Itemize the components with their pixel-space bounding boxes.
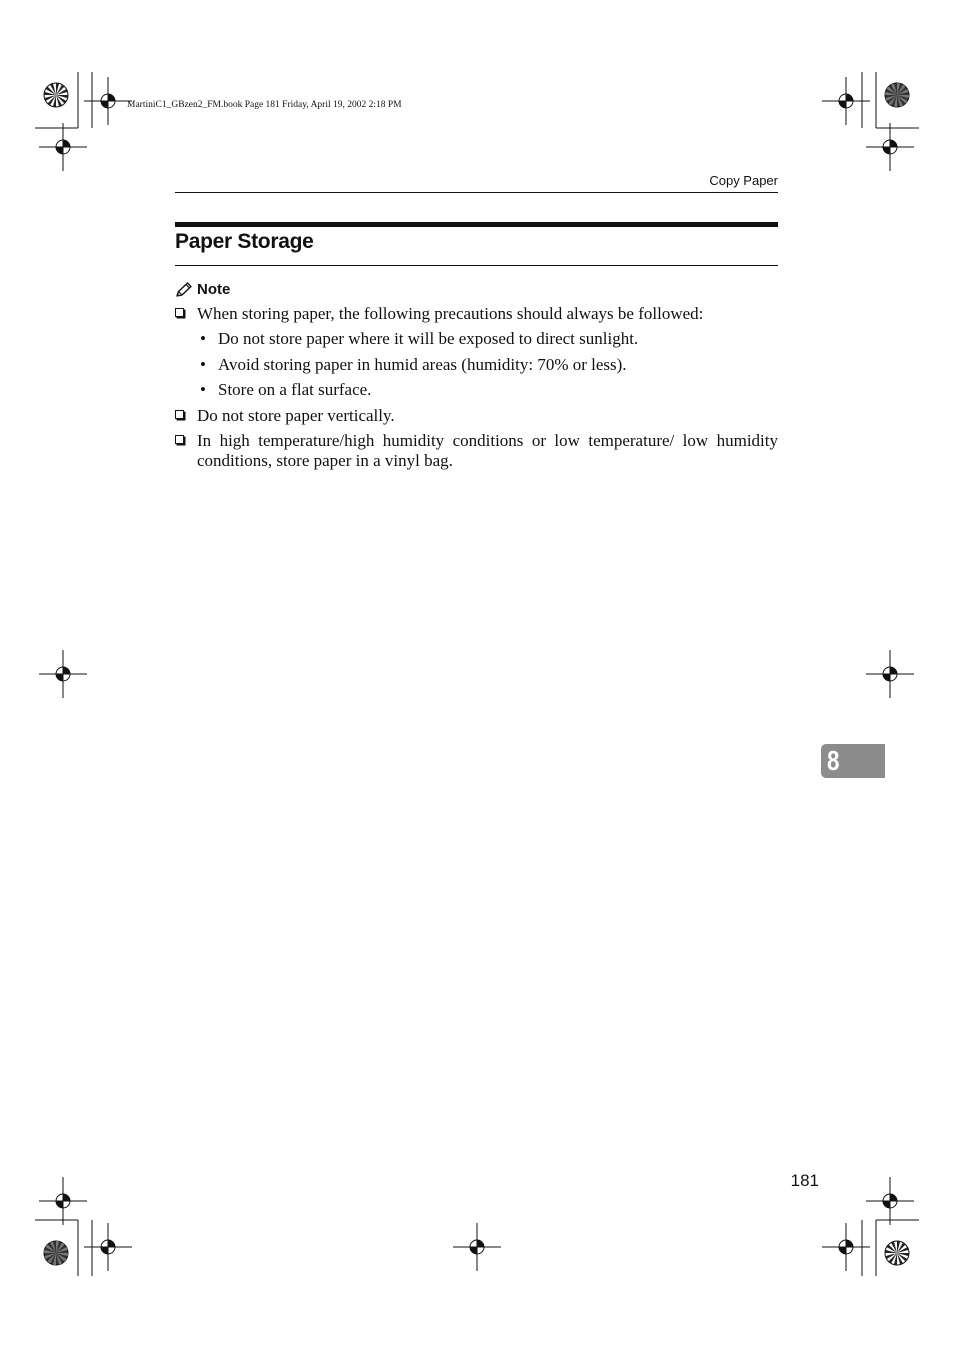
running-header: Copy Paper	[709, 173, 778, 188]
bullet-dot-icon: •	[200, 380, 206, 399]
registration-mark-icon	[822, 77, 870, 125]
bullet-dot-icon: •	[200, 329, 206, 348]
color-target-icon	[885, 1241, 909, 1265]
note-label: Note	[197, 281, 231, 298]
color-target-icon	[44, 83, 68, 107]
registration-mark-icon	[39, 123, 87, 171]
checkbox-bullet-icon	[175, 308, 184, 317]
note-item: In high temperature/high humidity conditions or low temperature/ low humidity conditions, store paper in a vinyl bag.	[175, 431, 778, 471]
section-title: Paper Storage	[175, 230, 314, 253]
header-rule	[175, 192, 778, 193]
color-target-icon	[885, 83, 909, 107]
registration-mark-icon	[866, 650, 914, 698]
bullet-item: • Do not store paper where it will be exposed to direct sunlight.	[200, 329, 639, 348]
registration-mark-icon	[822, 1223, 870, 1271]
registration-mark-icon	[39, 1177, 87, 1225]
print-file-info: MartiniC1_GBzen2_FM.book Page 181 Friday, April 19, 2002 2:18 PM	[127, 100, 402, 110]
color-target-icon	[44, 1241, 68, 1265]
registration-mark-icon	[39, 650, 87, 698]
registration-mark-icon	[453, 1223, 501, 1271]
note-item: When storing paper, the following precautions should always be followed:	[175, 304, 778, 324]
registration-mark-icon	[84, 77, 132, 125]
chapter-number: 8	[827, 745, 840, 776]
note-heading	[175, 281, 230, 298]
registration-mark-icon	[866, 123, 914, 171]
registration-mark-icon	[866, 1177, 914, 1225]
checkbox-bullet-icon	[175, 410, 184, 419]
checkbox-bullet-icon	[175, 435, 184, 444]
bullet-item: • Avoid storing paper in humid areas (humidity: 70% or less).	[200, 355, 627, 374]
bullet-item: • Store on a flat surface.	[200, 380, 372, 399]
registration-mark-icon	[84, 1223, 132, 1271]
note-item: Do not store paper vertically.	[175, 406, 778, 426]
title-bar	[175, 222, 778, 227]
bullet-dot-icon: •	[200, 355, 206, 374]
pencil-icon	[175, 282, 193, 298]
page-number: 181	[790, 1171, 819, 1190]
title-rule	[175, 265, 778, 266]
chapter-tab	[821, 744, 885, 778]
